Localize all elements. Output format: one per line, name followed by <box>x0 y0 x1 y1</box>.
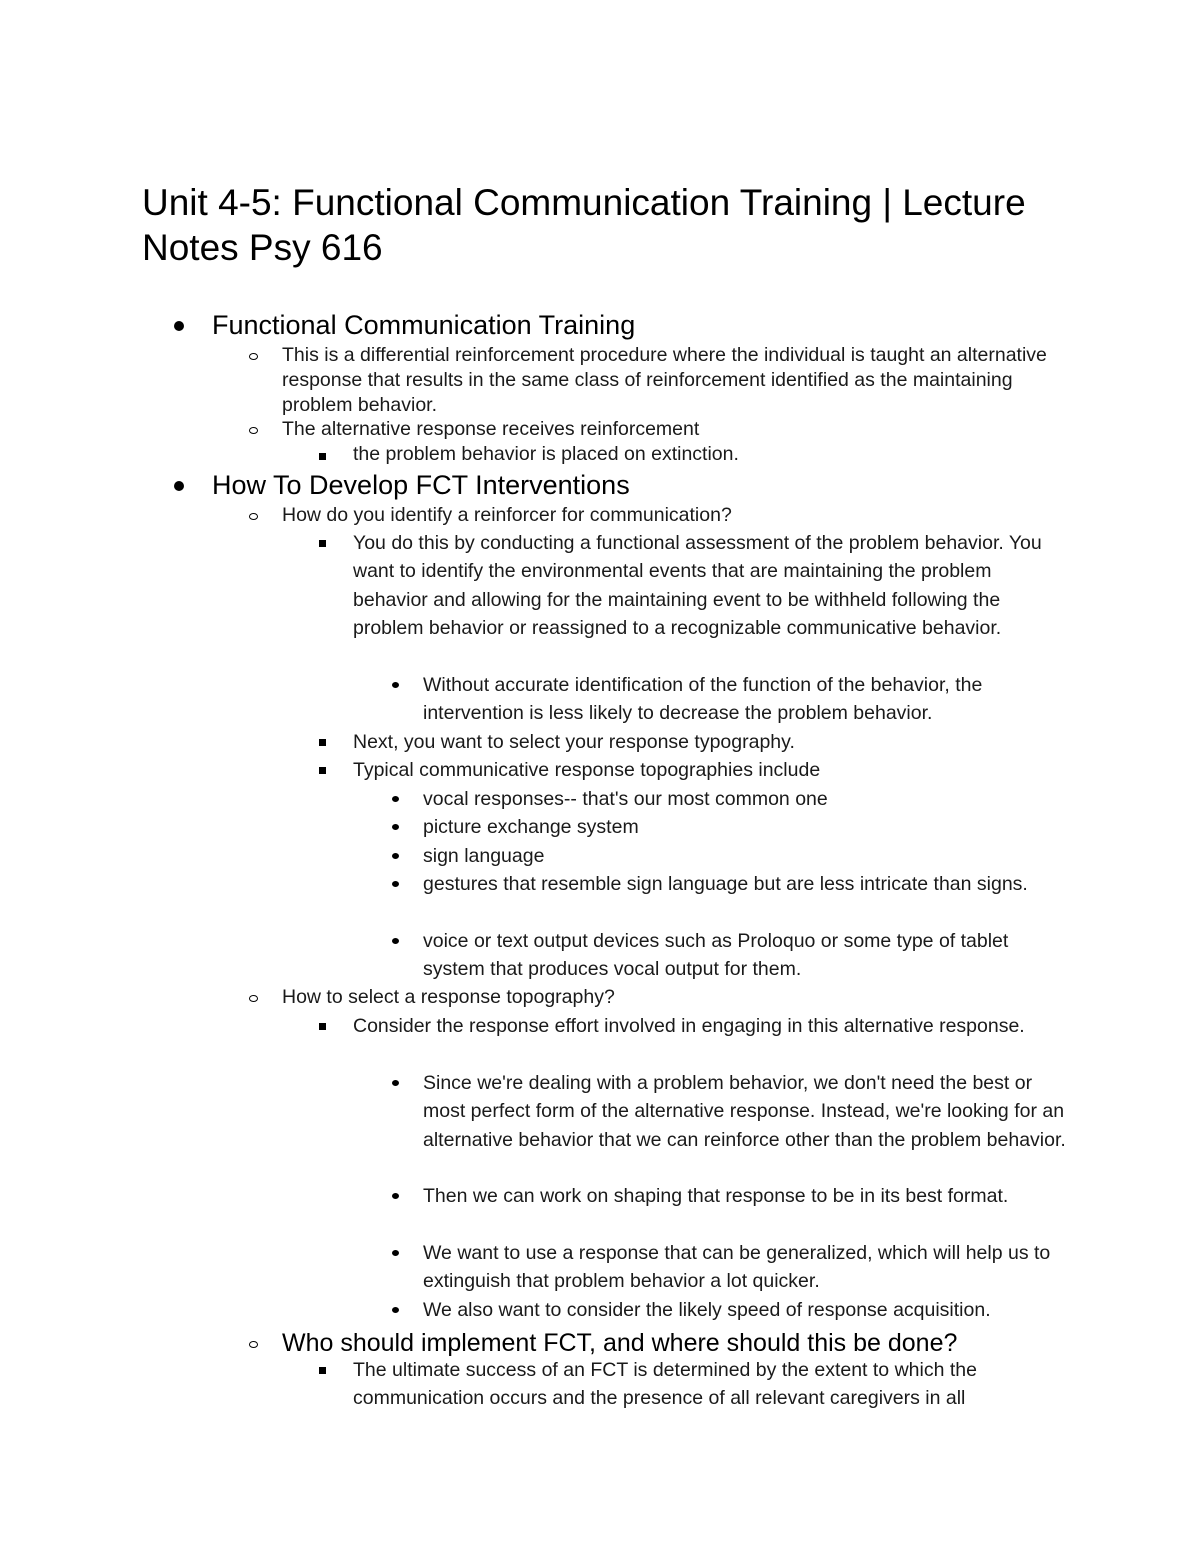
filled-dot-bullet-icon <box>392 938 399 944</box>
list-item <box>282 1328 1082 1358</box>
list-item-text: Who should implement FCT, and where should this be done? <box>282 1329 958 1357</box>
section-heading-fct <box>212 309 1112 341</box>
list-item <box>353 1012 1063 1040</box>
page-title: Unit 4-5: Functional Communication Training | Lecture Notes Psy 616 <box>142 182 1026 268</box>
list-item <box>282 417 1082 442</box>
list-item-text: gestures that resemble sign language but are less intricate than signs. <box>423 873 1028 895</box>
list-item-text: Next, you want to select your response typography. <box>353 731 795 753</box>
list-item <box>353 756 1063 784</box>
hollow-circle-bullet-icon <box>249 353 258 360</box>
list-item <box>353 529 1063 642</box>
hollow-circle-bullet-icon <box>249 513 258 520</box>
section-heading-text: Functional Communication Training <box>212 310 636 340</box>
filled-dot-bullet-icon <box>392 824 399 830</box>
filled-dot-bullet-icon <box>392 853 399 859</box>
list-item-text: How do you identify a reinforcer for communication? <box>282 504 732 526</box>
filled-circle-bullet-icon <box>174 321 184 331</box>
list-item-text: The ultimate success of an FCT is determined by the extent to which the communication occurs and the presence of all relevant caregivers in all <box>353 1359 977 1410</box>
list-item-text: This is a differential reinforcement procedure where the individual is taught an alternative response that results in the same class of reinforcement identified as the maintaining problem behavior. <box>282 344 1047 416</box>
square-bullet-icon <box>319 540 326 547</box>
list-item <box>423 813 1073 841</box>
list-item-text: Without accurate identification of the function of the behavior, the intervention is less likely to decrease the problem behavior. <box>423 674 983 725</box>
list-item <box>423 870 1073 898</box>
list-item <box>353 1356 1063 1413</box>
list-item <box>423 842 1073 870</box>
section-heading-text: How To Develop FCT Interventions <box>212 470 630 500</box>
list-item-text: voice or text output devices such as Proloquo or some type of tablet system that produces vocal output for them. <box>423 930 1009 981</box>
section-heading-develop-fct <box>212 469 1112 501</box>
list-item <box>282 985 1082 1010</box>
square-bullet-icon <box>319 453 326 460</box>
filled-dot-bullet-icon <box>392 1250 399 1256</box>
list-item <box>423 671 1073 728</box>
list-item <box>423 1069 1073 1154</box>
hollow-circle-bullet-icon <box>249 1341 258 1348</box>
filled-dot-bullet-icon <box>392 796 399 802</box>
filled-dot-bullet-icon <box>392 1080 399 1086</box>
filled-dot-bullet-icon <box>392 682 399 688</box>
list-item <box>282 343 1082 418</box>
list-item <box>423 785 1073 813</box>
list-item-text: Typical communicative response topographies include <box>353 759 821 781</box>
list-item-text: How to select a response topography? <box>282 986 615 1008</box>
filled-dot-bullet-icon <box>392 1193 399 1199</box>
list-item-text: You do this by conducting a functional assessment of the problem behavior. You want to identify the environmental events that are maintaining the problem behavior and allowing for the maintaining event to be withheld following the problem behavior or reassigned to a recognizable communicative behavior. <box>353 532 1042 639</box>
filled-dot-bullet-icon <box>392 1307 399 1313</box>
list-item-text: picture exchange system <box>423 816 639 838</box>
list-item-text: Consider the response effort involved in engaging in this alternative response. <box>353 1015 1025 1037</box>
square-bullet-icon <box>319 1023 326 1030</box>
list-item-text: The alternative response receives reinforcement <box>282 418 700 440</box>
list-item <box>423 927 1073 984</box>
filled-dot-bullet-icon <box>392 881 399 887</box>
list-item-text: the problem behavior is placed on extinction. <box>353 443 739 465</box>
list-item-text: We also want to consider the likely speed of response acquisition. <box>423 1299 991 1321</box>
list-item-text: vocal responses-- that's our most common one <box>423 788 828 810</box>
list-item-text: Since we're dealing with a problem behavior, we don't need the best or most perfect form of the alternative response. Instead, we're looking for an alternative behavior that we can reinforce other than the problem behavior. <box>423 1072 1066 1151</box>
list-item-text: We want to use a response that can be generalized, which will help us to extinguish that problem behavior a lot quicker. <box>423 1242 1051 1293</box>
square-bullet-icon <box>319 739 326 746</box>
square-bullet-icon <box>319 1367 326 1374</box>
list-item <box>353 728 1063 756</box>
list-item <box>282 503 1082 528</box>
list-item <box>423 1182 1073 1210</box>
hollow-circle-bullet-icon <box>249 427 258 434</box>
hollow-circle-bullet-icon <box>249 995 258 1002</box>
list-item-text: Then we can work on shaping that response to be in its best format. <box>423 1185 1009 1207</box>
square-bullet-icon <box>319 767 326 774</box>
list-item <box>423 1239 1073 1296</box>
list-item <box>423 1296 1073 1324</box>
list-item <box>353 442 1063 467</box>
filled-circle-bullet-icon <box>174 481 184 491</box>
list-item-text: sign language <box>423 845 545 867</box>
